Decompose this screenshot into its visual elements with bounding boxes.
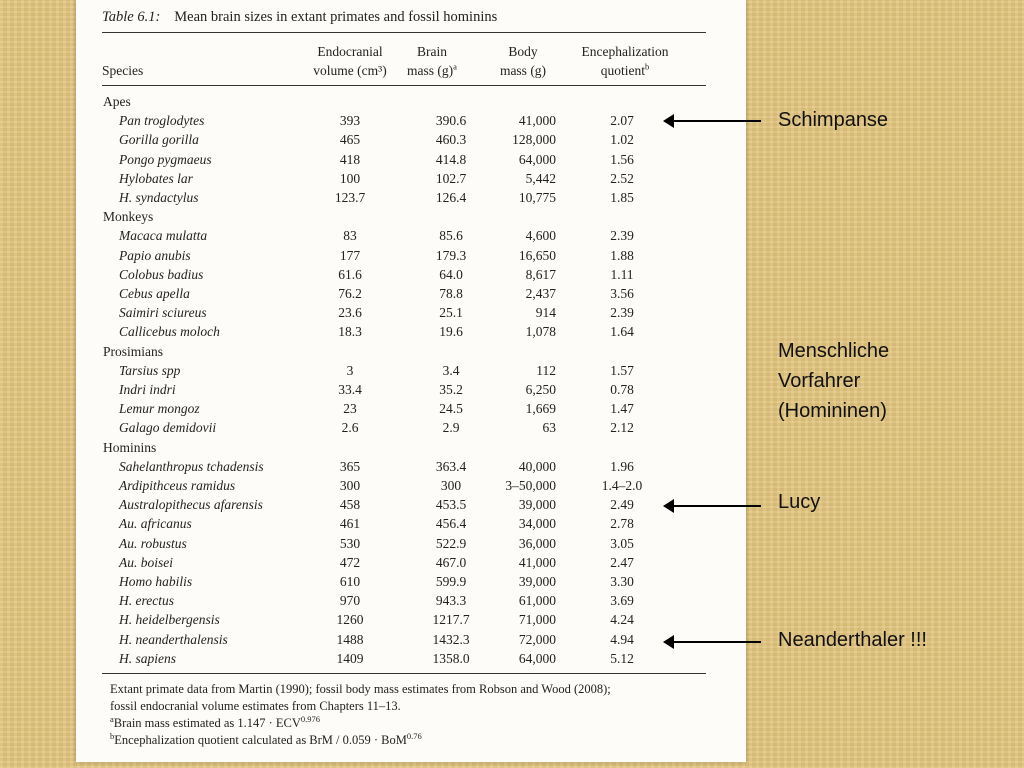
endocranial-volume: 1488 (336, 631, 364, 647)
body-mass: 10,775 (518, 190, 556, 205)
header-brain-line1: Brain (417, 44, 447, 59)
encephalization-quotient: 2.39 (610, 305, 634, 321)
brain-mass: 25.1 (439, 305, 463, 321)
annotation-vorfahren-line3: (Homininen) (778, 400, 887, 422)
brain-mass: 1432.3 (432, 631, 470, 647)
footnote-line2: fossil endocranial volume estimates from Chapters 11–13. (110, 699, 401, 713)
body-mass: 914 (535, 305, 556, 321)
body-mass: 40,000 (518, 458, 556, 474)
annotation-vorfahren-line1: Menschliche (778, 340, 890, 362)
table-row (76, 113, 746, 132)
body-mass: 16,650 (518, 247, 556, 263)
endocranial-volume: 123.7 (334, 190, 366, 205)
table-row (76, 497, 746, 516)
species-name: H. neanderthalensis (119, 631, 228, 647)
brain-mass: 414.8 (435, 151, 467, 167)
encephalization-quotient: 0.78 (610, 382, 634, 397)
endocranial-volume: 3 (346, 362, 354, 378)
brain-mass: 1358.0 (432, 650, 470, 666)
species-name: Saimiri sciureus (119, 305, 207, 321)
table-row (76, 574, 746, 593)
table-row (76, 420, 746, 439)
encephalization-quotient: 3.30 (610, 574, 634, 589)
species-name: H. syndactylus (119, 190, 199, 205)
encephalization-quotient: 4.24 (610, 612, 634, 628)
footnote-a-exp: 0.976 (300, 713, 321, 724)
body-mass: 1,078 (525, 324, 556, 340)
table-row (76, 478, 746, 497)
endocranial-volume: 33.4 (338, 382, 362, 397)
footnote-b-exp: 0.76 (406, 730, 422, 741)
endocranial-volume: 530 (339, 535, 361, 551)
encephalization-quotient: 1.47 (610, 401, 634, 417)
endocranial-volume: 365 (339, 458, 361, 474)
species-name: Hylobates lar (119, 170, 193, 186)
table-row (76, 382, 746, 401)
footnote-b-text: Encephalization quotient calculated as BrM / 0.059 · BoM (114, 733, 407, 747)
table-row (76, 305, 746, 324)
brain-mass: 943.3 (435, 593, 467, 609)
brain-mass: 522.9 (435, 535, 467, 551)
table-row (76, 248, 746, 267)
table-row (76, 651, 746, 670)
body-mass: 5,442 (525, 170, 556, 186)
table-row (76, 363, 746, 382)
species-name: Au. boisei (119, 554, 173, 570)
endocranial-volume: 100 (339, 170, 361, 186)
encephalization-quotient: 2.07 (610, 113, 634, 129)
endocranial-volume: 458 (339, 497, 361, 513)
table-row (76, 324, 746, 343)
brain-mass: 1217.7 (432, 612, 470, 628)
encephalization-quotient: 1.88 (610, 247, 634, 263)
arrow-left-icon (665, 641, 761, 643)
footnote-a-mark: a (110, 713, 114, 724)
body-mass: 2,437 (525, 286, 556, 301)
endocranial-volume: 23 (343, 401, 357, 417)
header-encephalization-quotient (570, 42, 680, 80)
table-row (76, 132, 746, 151)
table-row (76, 536, 746, 555)
table-caption-label: Table 6.1: (102, 9, 161, 25)
body-mass: 34,000 (518, 516, 556, 532)
body-mass: 64,000 (518, 151, 556, 167)
brain-mass: 64.0 (439, 266, 463, 282)
species-name: Callicebus moloch (119, 324, 220, 340)
annotation-neanderthaler: Neanderthaler !!! (778, 629, 927, 651)
endocranial-volume: 472 (339, 554, 361, 570)
brain-mass: 179.3 (435, 247, 467, 263)
encephalization-quotient: 4.94 (610, 631, 634, 647)
endocranial-volume: 18.3 (338, 324, 362, 340)
table-row (76, 401, 746, 420)
table-caption-text: Mean brain sizes in extant primates and fossil hominins (174, 9, 498, 25)
species-name: Au. africanus (119, 516, 192, 532)
species-name: H. heidelbergensis (119, 612, 220, 628)
body-mass: 4,600 (525, 228, 556, 244)
body-mass: 128,000 (512, 132, 556, 148)
annotation-schimpanse: Schimpanse (778, 109, 889, 131)
endocranial-volume: 1409 (336, 650, 364, 666)
endocranial-volume: 461 (339, 516, 361, 532)
group-label: Hominins (103, 439, 157, 455)
encephalization-quotient: 1.11 (610, 266, 634, 282)
brain-mass: 599.9 (435, 574, 467, 589)
footnote-b-mark: b (110, 730, 115, 741)
body-mass: 71,000 (518, 612, 556, 628)
encephalization-quotient: 5.12 (610, 650, 634, 666)
body-mass: 3–50,000 (505, 478, 556, 493)
group-label: Monkeys (103, 209, 154, 225)
endocranial-volume: 177 (339, 247, 361, 263)
header-species: Species (102, 63, 144, 78)
endocranial-volume: 465 (339, 132, 361, 148)
brain-mass: 3.4 (442, 362, 460, 378)
encephalization-quotient: 3.69 (610, 593, 634, 609)
body-mass: 41,000 (518, 554, 556, 570)
endocranial-volume: 76.2 (338, 286, 362, 301)
header-endocranial-volume: Endocranial volume (cm³) (313, 44, 387, 78)
species-name: Macaca mulatta (119, 228, 208, 244)
body-mass: 39,000 (518, 497, 556, 513)
endocranial-volume: 83 (343, 228, 357, 244)
species-name: Galago demidovii (119, 420, 217, 436)
table-row (76, 555, 746, 574)
footnote-b (110, 730, 422, 748)
header-brain-line2: mass (g) (407, 63, 454, 78)
endocranial-volume: 610 (339, 574, 361, 589)
table-row (76, 459, 746, 478)
table-row (76, 171, 746, 190)
brain-mass: 35.2 (439, 382, 463, 397)
species-name: Papio anubis (119, 247, 191, 263)
header-brain-sup: a (453, 61, 457, 72)
brain-mass: 102.7 (435, 170, 467, 186)
table-row (76, 612, 746, 631)
table-row (76, 190, 746, 209)
annotation-lucy: Lucy (778, 491, 821, 513)
table-row (76, 632, 746, 651)
body-mass: 6,250 (525, 382, 556, 397)
encephalization-quotient: 1.64 (610, 324, 634, 340)
encephalization-quotient: 1.85 (610, 190, 634, 205)
header-rule (102, 85, 706, 86)
bottom-rule (102, 673, 706, 674)
body-mass: 112 (536, 362, 556, 378)
body-mass: 63 (542, 420, 556, 436)
brain-mass: 467.0 (435, 554, 467, 570)
species-name: Tarsius spp (119, 362, 181, 378)
species-name: Homo habilis (119, 574, 193, 589)
brain-mass: 24.5 (439, 401, 463, 417)
brain-mass: 126.4 (435, 190, 467, 205)
top-rule (102, 32, 706, 33)
encephalization-quotient: 1.57 (610, 362, 634, 378)
arrow-left-icon (665, 505, 761, 507)
brain-mass: 453.5 (435, 497, 467, 513)
brain-mass: 78.8 (439, 286, 463, 301)
body-mass: 61,000 (518, 593, 556, 609)
brain-mass: 19.6 (439, 324, 463, 340)
endocranial-volume: 970 (339, 593, 361, 609)
table-row (76, 516, 746, 535)
brain-mass: 363.4 (435, 458, 467, 474)
endocranial-volume: 61.6 (338, 266, 362, 282)
footnote-a-text: Brain mass estimated as 1.147 · ECV (113, 716, 301, 730)
brain-mass: 456.4 (435, 516, 467, 532)
species-name: Indri indri (119, 382, 176, 397)
header-eq-sup: b (645, 61, 650, 72)
endocranial-volume: 23.6 (338, 305, 362, 321)
header-brain-mass (394, 42, 470, 80)
encephalization-quotient: 1.56 (610, 151, 634, 167)
encephalization-quotient: 2.12 (610, 420, 634, 436)
species-name: Au. robustus (119, 535, 187, 551)
group-label: Apes (103, 94, 131, 109)
species-name: Sahelanthropus tchadensis (119, 458, 264, 474)
species-name: Ardipithceus ramidus (119, 478, 236, 493)
species-name: Pan troglodytes (119, 113, 205, 129)
endocranial-volume: 300 (339, 478, 361, 493)
endocranial-volume: 418 (339, 151, 361, 167)
footnote-line1: Extant primate data from Martin (1990); fossil body mass estimates from Robson and Wood (2008); (110, 682, 611, 696)
header-eq-line1: Encephalization (581, 44, 669, 59)
body-mass: 39,000 (518, 574, 556, 589)
encephalization-quotient: 3.05 (610, 535, 634, 551)
species-name: Colobus badius (119, 266, 204, 282)
body-mass: 8,617 (525, 266, 556, 282)
table-caption (102, 9, 497, 26)
encephalization-quotient: 1.02 (610, 132, 634, 148)
annotation-menschliche-vorfahren (778, 336, 889, 426)
species-name: Cebus apella (119, 286, 190, 301)
header-body-mass: Body mass (g) (499, 44, 547, 78)
table-row (76, 152, 746, 171)
brain-mass: 300 (440, 478, 462, 493)
arrow-left-icon (665, 120, 761, 122)
encephalization-quotient: 2.49 (610, 497, 634, 513)
header-eq-line2: quotient (600, 63, 645, 78)
footnote-a (110, 713, 321, 731)
scanned-table-page (76, 0, 746, 762)
encephalization-quotient: 2.52 (610, 170, 634, 186)
endocranial-volume: 1260 (336, 612, 364, 628)
body-mass: 41,000 (518, 113, 556, 129)
encephalization-quotient: 2.39 (610, 228, 634, 244)
endocranial-volume: 2.6 (341, 420, 359, 436)
encephalization-quotient: 2.47 (610, 554, 634, 570)
species-name: Pongo pygmaeus (119, 151, 212, 167)
table-row (76, 228, 746, 247)
body-mass: 64,000 (518, 650, 556, 666)
species-name: Gorilla gorilla (119, 132, 199, 148)
brain-mass: 390.6 (435, 113, 467, 129)
body-mass: 1,669 (525, 401, 556, 417)
table-row (76, 267, 746, 286)
table-row (76, 286, 746, 305)
species-name: Australopithecus afarensis (119, 497, 263, 513)
group-label: Prosimians (103, 343, 164, 359)
species-name: H. sapiens (119, 650, 176, 666)
brain-mass: 85.6 (439, 228, 463, 244)
encephalization-quotient: 3.56 (610, 286, 634, 301)
annotation-vorfahren-line2: Vorfahrer (778, 370, 861, 392)
brain-mass: 2.9 (442, 420, 460, 436)
endocranial-volume: 393 (339, 113, 361, 129)
table-row (76, 593, 746, 612)
body-mass: 36,000 (518, 535, 556, 551)
body-mass: 72,000 (518, 631, 556, 647)
species-name: Lemur mongoz (119, 401, 200, 417)
encephalization-quotient: 1.96 (610, 458, 634, 474)
species-name: H. erectus (119, 593, 174, 609)
encephalization-quotient: 1.4–2.0 (601, 478, 643, 493)
brain-mass: 460.3 (435, 132, 467, 148)
encephalization-quotient: 2.78 (610, 516, 634, 532)
